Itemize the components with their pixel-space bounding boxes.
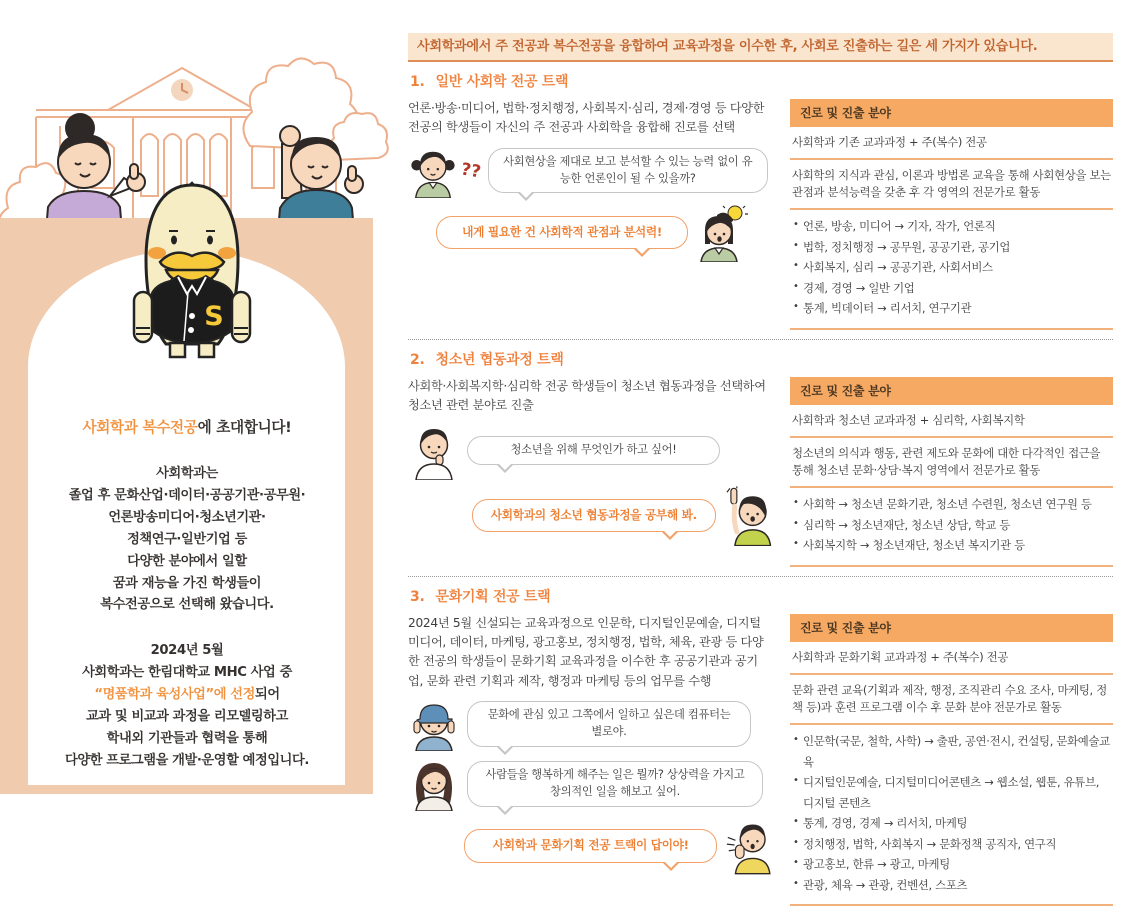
header-banner: 사회학과에서 주 전공과 복수전공을 융합하여 교육과정을 이수한 후, 사회로 진출하는 길은 세 가지가 있습니다. [408,33,1113,62]
mhc-line: 교과 및 비교과 과정을 리모델링하고 [86,709,288,725]
section-number: 3. [410,588,425,605]
intro-paragraph [34,463,340,616]
career-bullet: • 광고홍보, 한류 → 광고, 마케팅 [792,854,1111,875]
career-box-header: 진로 및 진출 분야 [790,99,1113,127]
career-curriculum: 사회학과 기존 교과과정 + 주(복수) 전공 [790,127,1113,160]
career-bullet: • 인문학(국문, 철학, 사학) → 출판, 공연·전시, 컨설팅, 문화예술교육 [792,731,1111,772]
speech-bubble-accent: 내게 필요한 건 사회학적 관점과 분석력! [436,216,688,250]
career-box [790,377,1113,567]
career-bullet: • 디지털인문예술, 디지털미디어콘텐츠 → 웹소설, 웹툰, 유튜브, 디지털 콘텐츠 [792,772,1111,813]
section-culture-planning-track [408,577,1113,906]
speech-bubble: 사람들을 행복하게 해주는 일은 뭘까? 상상력을 가지고 창의적인 일을 해보고 싶어. [467,761,763,807]
career-bullet: • 사회학 → 청소년 문화기관, 청소년 수련원, 청소년 연구원 등 [792,494,1111,515]
duck-mascot [126,180,258,368]
section-title: 1. 일반 사회학 전공 트랙 [410,74,569,90]
career-description: 사회학의 지식과 관심, 이론과 방법론 교육을 통해 사회현상을 보는 관점과 분석능력을 갖춘 후 각 영역의 전문가로 활동 [790,160,1113,210]
career-bullet: • 관광, 체육 → 관광, 컨벤션, 스포츠 [792,875,1111,896]
career-bullet-list [790,725,1113,906]
section-body: 언론·방송·미디어, 법학·정치행정, 사회복지·심리, 경제·경영 등 다양한 전공의 학생들이 자신의 주 전공과 사회학을 융합해 진로를 선택 [408,101,765,135]
invite-highlight: 사회학과 복수전공 [82,419,198,436]
career-bullet: • 통계, 경영, 경제 → 리서치, 마케팅 [792,813,1111,834]
student-idea-icon [695,204,751,262]
student-longhair-icon [408,757,460,811]
career-description: 문화 관련 교육(기획과 제작, 행정, 조직관리 수요 조사, 마케팅, 정책 등)과 훈련 프로그램 이수 후 문화 분야 전문가로 활동 [790,675,1113,725]
career-box-header: 진로 및 진출 분야 [790,614,1113,642]
career-curriculum: 사회학과 문화기획 교과과정 + 주(복수) 전공 [790,642,1113,675]
student-thinking-icon [408,422,460,480]
left-panel [0,0,390,794]
invite-rest: 에 초대합니다! [197,419,292,436]
career-bullet: • 정치행정, 법학, 사회복지 → 문화정책 공직자, 연구직 [792,834,1111,855]
career-description: 청소년의 의식과 행동, 관련 제도와 문화에 대한 다각적인 접근을 통해 청소년 문화·상담·복지 영역에서 전문가로 활동 [790,438,1113,488]
speech-bubble: 문화에 관심 있고 그쪽에서 일하고 싶은데 컴퓨터는 별로야. [467,701,751,747]
mhc-highlight: “명품학과 육성사업”에 선정 [94,687,255,703]
speech-bubble: 청소년을 위해 무엇인가 하고 싶어! [467,436,720,465]
question-marks: ?? [459,158,483,183]
career-bullet: • 법학, 정치행정 → 공무원, 공공기관, 공기업 [792,237,1111,258]
speech-bubble-accent: 사회학과 문화기획 전공 트랙이 답이야! [464,829,717,863]
mhc-line: 다양한 프로그램을 개발·운영할 예정입니다. [65,752,309,768]
section-general-sociology-track [408,62,1113,330]
student-clapping-icon [724,817,776,875]
student-cap-icon [408,697,460,751]
career-bullet-list [790,488,1113,567]
invite-line [34,416,340,437]
student-questioning-icon [408,144,458,198]
career-bullet: • 사회복지학 → 청소년재단, 청소년 복지기관 등 [792,535,1111,556]
career-box [790,614,1113,906]
career-curriculum: 사회학과 청소년 교과과정 + 심리학, 사회복지학 [790,405,1113,438]
section-title: 2. 청소년 협동과정 트랙 [410,351,564,368]
intro-line: 꿈과 재능을 가진 학생들이 [112,575,262,591]
section-body: 사회학·사회복지학·심리학 전공 학생들이 청소년 협동과정을 선택하여 청소년 관련 분야로 진출 [408,378,766,413]
section-number: 1. [410,74,425,90]
intro-line: 사회학과는 [156,466,218,481]
career-bullet: • 사회복지, 심리 → 공공기관, 사회서비스 [792,257,1111,278]
mhc-paragraph [34,640,340,771]
section-title: 3. 문화기획 전공 트랙 [410,588,551,605]
career-bullet: • 언론, 방송, 미디어 → 기자, 작가, 언론직 [792,216,1111,237]
mhc-line: 학내외 기관들과 협력을 통해 [106,730,268,746]
career-bullet-list [790,210,1113,330]
clock-icon [171,79,193,101]
intro-line: 정책연구·일반기업 등 [127,531,247,547]
mascot-letter: S [204,301,224,332]
career-bullet: • 경제, 경영 → 일반 기업 [792,278,1111,299]
intro-line: 졸업 후 문화산업·데이터·공공기관·공무원· [68,487,306,503]
career-bullet: • 심리학 → 청소년재단, 청소년 상담, 학교 등 [792,515,1111,536]
speech-bubble: 사회현상을 제대로 보고 분석할 수 있는 능력 없이 유능한 언론인이 될 수 있을까? [488,148,768,194]
mhc-line: 2024년 5월 [150,643,224,659]
section-body: 2024년 5월 신설되는 교육과정으로 인문학, 디지털인문예술, 디지털 미디어, 데이터, 마케팅, 광고홍보, 정치행정, 법학, 체육, 관광 등 다양한 전공의 학생들이 문화기획 교육과정을 이수한 후 공공기관과 공기업, 문화 관련 기획과 제작, 행정과 마케팅 등의 업무를 수행 [408,615,764,688]
right-panel [408,0,1113,906]
section-youth-track [408,340,1113,567]
student-pointing-icon [723,486,776,546]
intro-line: 복수전공으로 선택해 왔습니다. [100,597,274,613]
mhc-line: “명품학과 육성사업”에 선정되어 [94,687,280,703]
speech-bubble-accent: 사회학과의 청소년 협동과정을 공부해 봐. [472,499,716,533]
career-box [790,99,1113,330]
career-box-header: 진로 및 진출 분야 [790,377,1113,405]
career-bullet: • 통계, 빅데이터 → 리서치, 연구기관 [792,298,1111,319]
intro-line: 언론방송미디어·청소년기관· [108,509,266,525]
intro-line: 다양한 분야에서 일할 [127,553,247,569]
section-number: 2. [410,351,425,368]
mhc-line: 사회학과는 한림대학교 MHC 사업 중 [82,665,292,681]
left-panel-text [34,416,340,772]
